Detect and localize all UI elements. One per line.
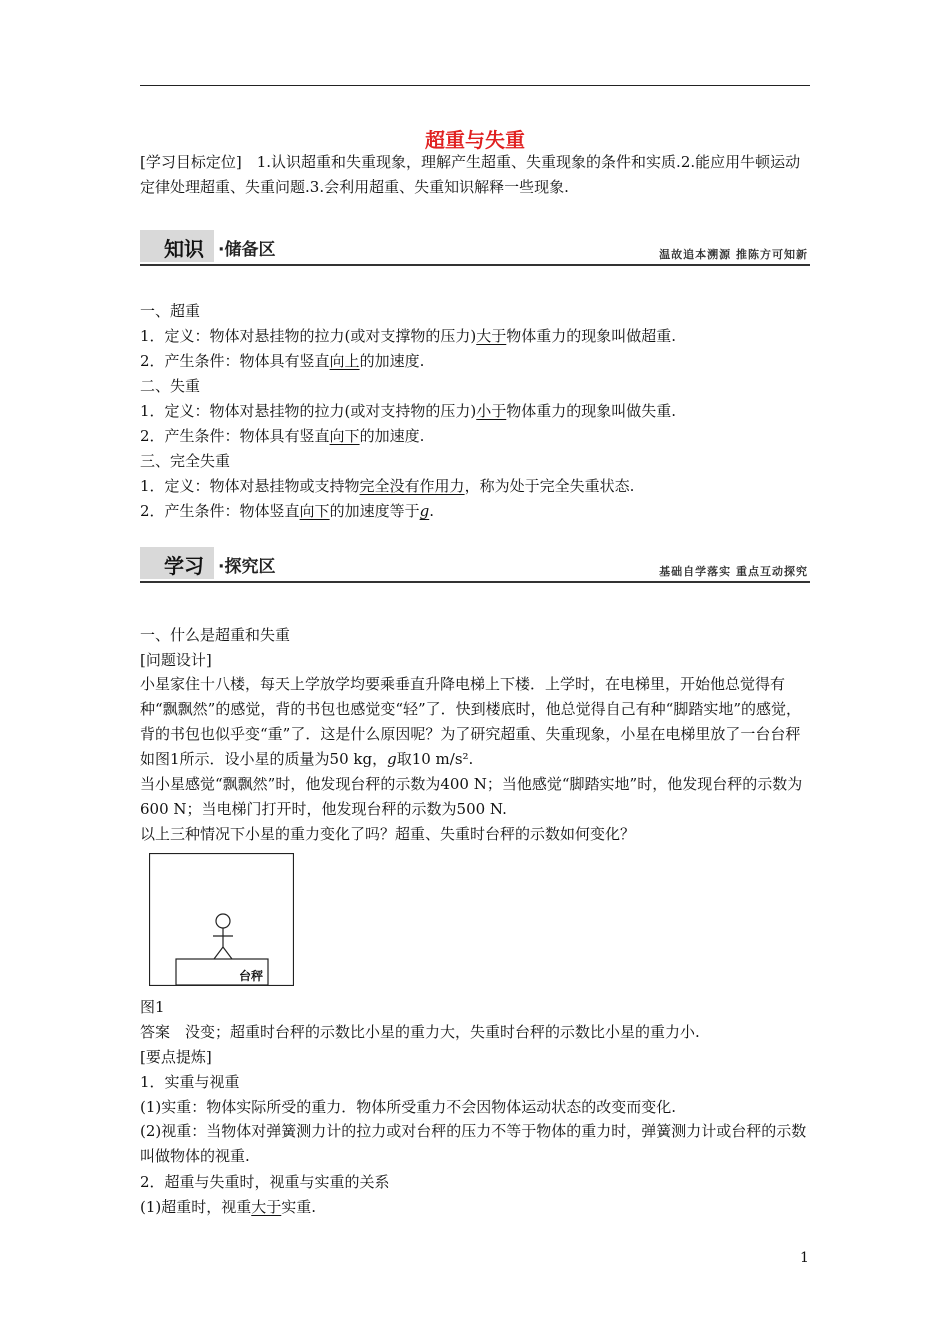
problem-text: 小星家住十八楼，每天上学放学均要乘垂直升降电梯上下楼．上学时，在电梯里，开始他总觉得有种“飘飘然”的感觉，背的书包也感觉变“轻”了．快到楼底时，他总觉得自己有种“脚踏实地”的感觉，背的书包也似乎变“重”了．这是什么原因呢？为了研究超重、失重现象，小星在电梯里放了一台台秤如图1所示．设小星的质量为50 kg，g取10 m/s².	[140, 675, 802, 768]
heading-weightloss: 二、失重	[140, 377, 201, 395]
cond-weightloss: 2．产生条件：物体具有竖直向下的加速度.	[140, 427, 425, 445]
objectives-label: [学习目标定位]	[140, 153, 242, 171]
blank-answer: 向上	[329, 352, 360, 370]
key-point-apparent-weight: (2)视重：当物体对弹簧测力计的拉力或对台秤的压力不等于物体的重力时，弹簧测力计或台秤的示数叫做物体的视重.	[140, 1122, 807, 1165]
design-label: [问题设计]	[140, 651, 212, 669]
heading-what-is: 一、什么是超重和失重	[140, 626, 291, 644]
blank-answer: 完全没有作用力	[359, 477, 465, 495]
learning-objectives	[140, 150, 812, 200]
key-points-label: [要点提炼]	[140, 1048, 212, 1066]
figure-caption: 图1	[140, 998, 165, 1016]
cond-overweight: 2．产生条件：物体具有竖直向上的加速度.	[140, 352, 425, 370]
key-point-1: 1．实重与视重	[140, 1073, 240, 1091]
banner-study	[140, 545, 810, 585]
key-point-2: 2．超重与失重时，视重与实重的关系	[140, 1173, 390, 1191]
page-number: 1	[800, 1250, 809, 1266]
banner-title: ·储备区	[218, 240, 276, 260]
blank-answer: 小于	[476, 402, 507, 420]
banner-rule	[140, 264, 810, 266]
key-point-real-weight: (1)实重：物体实际所受的重力．物体所受重力不会因物体运动状态的改变而变化.	[140, 1098, 677, 1116]
person-head	[216, 914, 230, 928]
problem-readings: 当小星感觉“飘飘然”时，他发现台秤的示数为400 N；当他感觉“脚踏实地”时，他发现台秤的示数为600 N；当电梯门打开时，他发现台秤的示数为500 N.	[140, 775, 803, 818]
blank-answer: 向下	[299, 502, 330, 520]
answer-text: 答案 没变；超重时台秤的示数比小星的重力大，失重时台秤的示数比小星的重力小.	[140, 1023, 700, 1041]
def-overweight: 1．定义：物体对悬挂物的拉力(或对支撑物的压力)大于物体重力的现象叫做超重.	[140, 327, 677, 345]
banner-bold-title: 学习	[164, 554, 204, 578]
blank-answer: 大于	[251, 1198, 282, 1216]
scale-label: 台秤	[239, 969, 264, 983]
blank-answer: 向下	[329, 427, 360, 445]
def-weightloss: 1．定义：物体对悬挂物的拉力(或对支持物的压力)小于物体重力的现象叫做失重.	[140, 402, 677, 420]
banner-slogan: 温故追本溯源 推陈方可知新	[659, 248, 808, 261]
cond-complete-weightloss: 2．产生条件：物体竖直向下的加速度等于g.	[140, 502, 434, 520]
banner-knowledge	[140, 228, 810, 268]
blank-answer-g: g	[419, 502, 430, 520]
objectives-text: 1.认识超重和失重现象，理解产生超重、失重现象的条件和实质.2.能应用牛顿运动定律处理超重、失重问题.3.会利用超重、失重知识解释一些现象.	[140, 153, 801, 196]
heading-complete-weightloss: 三、完全失重	[140, 452, 231, 470]
key-point-overweight-relation: (1)超重时，视重大于实重.	[140, 1198, 317, 1216]
elevator-figure	[149, 853, 294, 986]
page-title: 超重与失重	[425, 128, 525, 152]
banner-rule	[140, 581, 810, 583]
person-right-leg	[223, 947, 232, 959]
banner-title: ·探究区	[218, 557, 276, 577]
elevator-diagram	[149, 853, 294, 986]
top-rule	[140, 85, 810, 86]
blank-answer: 大于	[476, 327, 507, 345]
def-complete-weightloss: 1．定义：物体对悬挂物或支持物完全没有作用力，称为处于完全失重状态.	[140, 477, 635, 495]
problem-question: 以上三种情况下小星的重力变化了吗？超重、失重时台秤的示数如何变化？	[140, 825, 636, 843]
heading-overweight: 一、超重	[140, 302, 201, 320]
symbol-g: g	[387, 750, 397, 768]
banner-slogan: 基础自学落实 重点互动探究	[659, 565, 808, 578]
banner-bold-title: 知识	[164, 237, 204, 261]
person-left-leg	[214, 947, 223, 959]
